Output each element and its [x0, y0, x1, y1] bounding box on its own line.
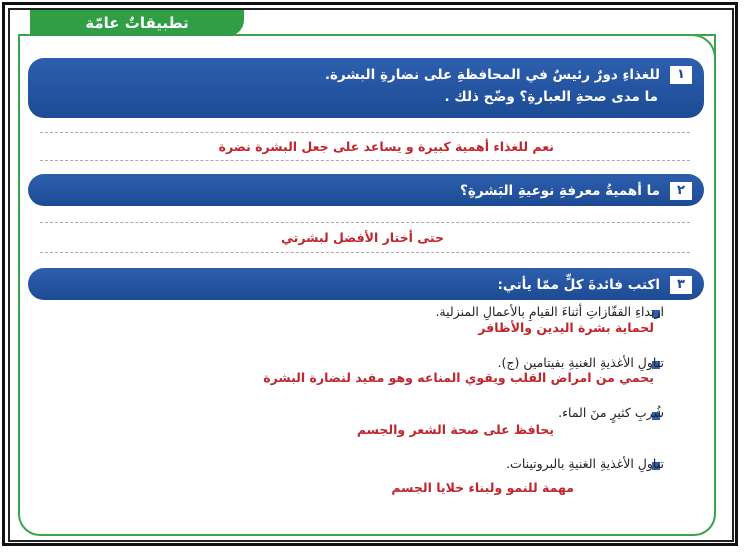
question-1-line-2: ما مدى صحةِ العبارةِ؟ وضّح ذلك .: [444, 89, 658, 105]
question-3-number: ٣: [670, 276, 692, 294]
item-2-answer: يحمي من امراض القلب ويقوي المناعه وهو مفيد لنضارة البشرة: [263, 370, 654, 385]
question-2-number: ٢: [670, 182, 692, 200]
question-2-line-1: ٢ما أهميةُ معرفةِ نوعيةِ البَشرةِ؟: [40, 180, 692, 202]
item-2-text: تناولِ الأغذيةِ الغنيةِ بفيتامين (ج).: [497, 355, 664, 370]
item-4-text: تناولِ الأغذيةِ الغنيةِ بالبروتينات.: [506, 456, 664, 471]
item-4-answer: مهمة للنمو ولبناء خلايا الجسم: [391, 480, 574, 495]
question-3-bar: [28, 268, 704, 300]
section-title: تطبيقاتٌ عامّة: [85, 14, 189, 32]
question-1-bar: [28, 58, 704, 118]
item-3-answer: يحافظ على صحة الشعر والجسم: [356, 422, 554, 437]
answer-line: [40, 132, 690, 133]
item-1-text: ارتداءِ القفّازاتِ أثناءَ القيامِ بالأعمالِ المنزلية.: [435, 304, 664, 319]
answer-line: [40, 252, 690, 253]
answer-line: [40, 222, 690, 223]
section-tab: [30, 10, 244, 36]
question-1-line-1: ١للغذاءِ دورٌ رئيسٌ في المحافظةِ على نضارةِ البشرة.: [40, 64, 692, 86]
question-2-answer: حتى أختار الأفضل لبشرتي: [281, 230, 444, 245]
question-3-line-1: ٣اكتب فائدةَ كلٍّ ممّا يأتي:: [40, 274, 692, 296]
answer-line: [40, 160, 690, 161]
question-1-answer: نعم للغذاء أهمية كبيرة و يساعد على جعل البشرة نضرة: [218, 139, 554, 154]
question-2-bar: [28, 174, 704, 206]
question-1-number: ١: [670, 66, 692, 84]
item-1-answer: لحماية بشرة اليدين والأظافر: [478, 320, 654, 335]
item-3-text: شُربِ كثيرٍ منَ الماء.: [558, 405, 664, 420]
